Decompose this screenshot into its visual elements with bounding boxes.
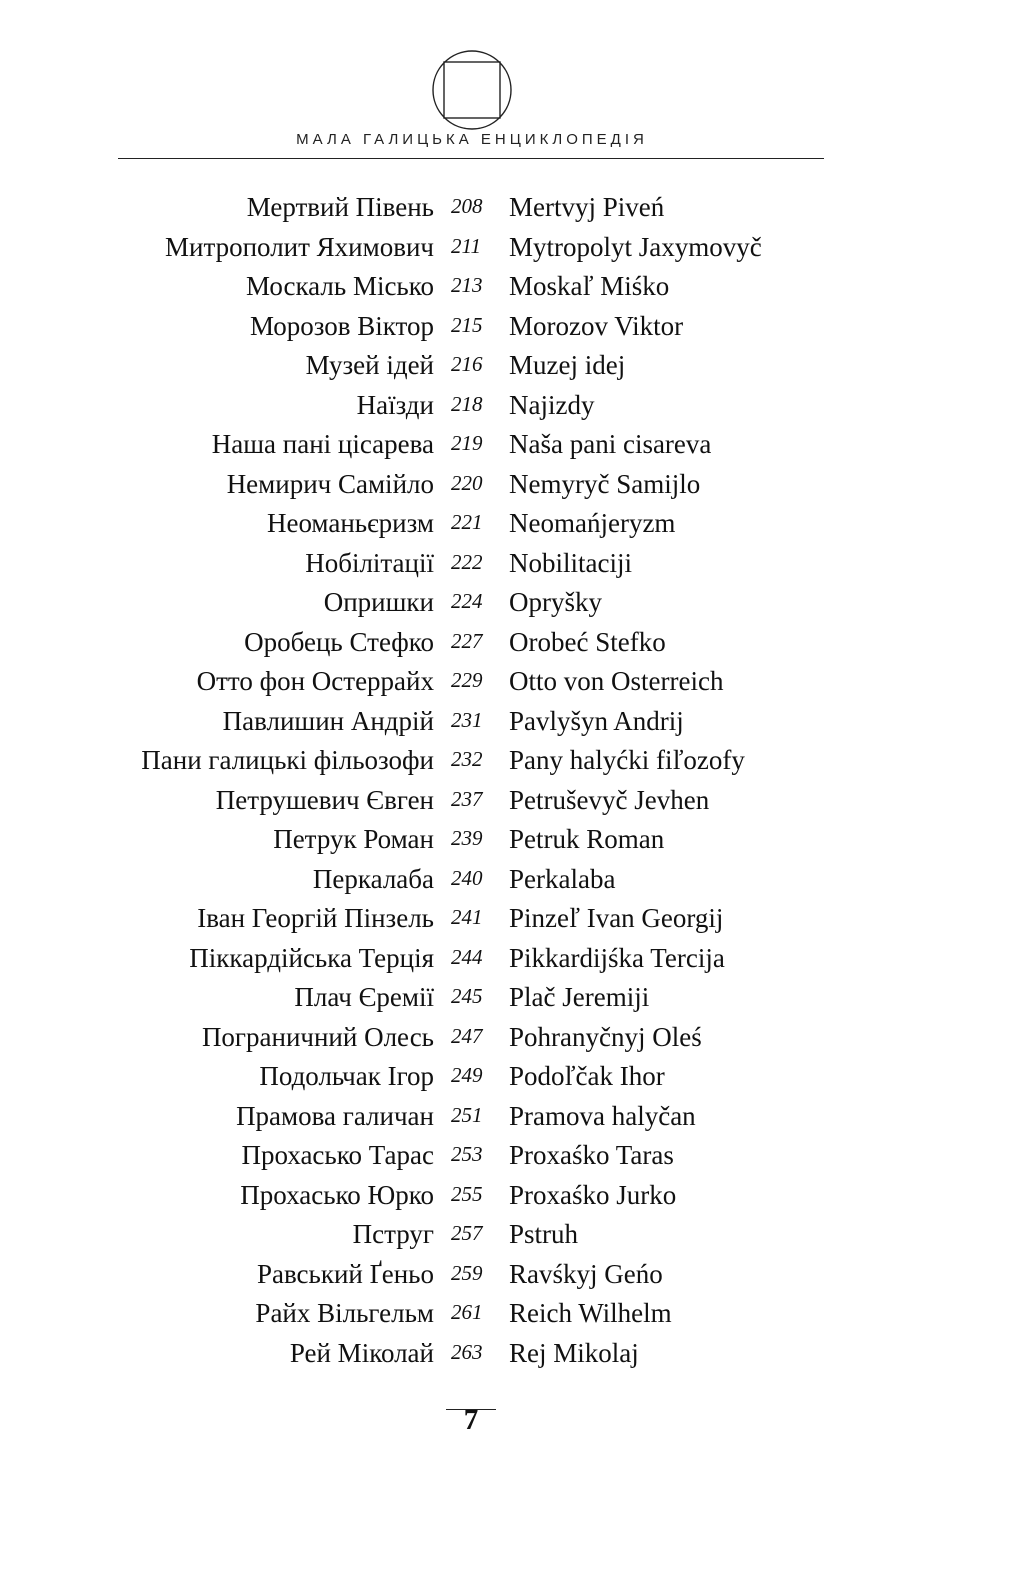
toc-entry [0, 939, 1024, 979]
circle-square-logo-icon [430, 48, 514, 132]
entry-page-number: 231 [451, 707, 483, 732]
toc-entry [0, 425, 1024, 465]
entry-title-latin: Pikkardijśka Tercija [509, 942, 725, 973]
entry-title-ukrainian: Опришки [323, 587, 434, 617]
toc-entry [0, 228, 1024, 268]
toc-entry [0, 1176, 1024, 1216]
entry-title-latin: Pinzeľ Ivan Georgij [509, 903, 724, 933]
toc-entry [0, 860, 1024, 900]
entry-title-latin: Morozov Viktor [509, 310, 684, 341]
toc-entry [0, 1136, 1024, 1176]
toc-entry [0, 1018, 1024, 1058]
entry-title-ukrainian: Прохасько Юрко [240, 1179, 434, 1210]
entry-title-latin: Reich Wilhelm [509, 1298, 672, 1328]
entry-page-number: 208 [451, 194, 483, 218]
entry-title-ukrainian: Іван Георгій Пінзель [197, 903, 434, 933]
entry-title-ukrainian: Музей ідей [305, 350, 434, 380]
entry-title-latin: Pavlyšyn Andrij [509, 705, 684, 736]
entry-page-number: 218 [451, 391, 483, 416]
entry-title-ukrainian: Павлишин Андрій [222, 705, 434, 736]
entry-title-latin: Mertvyj Piveń [509, 192, 665, 222]
entry-title-ukrainian: Пани галицькі фільозофи [141, 745, 434, 775]
entry-title-latin: Moskaľ Miśko [509, 271, 670, 301]
header-divider [118, 158, 824, 159]
toc-entry [0, 1215, 1024, 1255]
entry-title-ukrainian: Оробець Стефко [244, 626, 434, 657]
toc-entry [0, 623, 1024, 663]
running-header: МАЛА ГАЛИЦЬКА ЕНЦИКЛОПЕДІЯ [296, 131, 648, 148]
table-of-contents [0, 188, 1024, 1373]
entry-title-ukrainian: Рей Міколай [289, 1337, 434, 1368]
entry-title-latin: Pramova halyčan [509, 1100, 696, 1131]
entry-page-number: 259 [451, 1260, 483, 1285]
toc-entry [0, 504, 1024, 544]
toc-entry [0, 741, 1024, 781]
entry-title-ukrainian: Петрушевич Євген [215, 784, 434, 815]
entry-title-latin: Ravśkyj Geńo [509, 1258, 663, 1289]
entry-title-ukrainian: Равський Ґеньо [256, 1258, 434, 1289]
entry-title-latin: Petruk Roman [509, 824, 665, 854]
entry-title-latin: Perkalaba [509, 863, 616, 894]
entry-title-ukrainian: Подольчак Ігор [259, 1061, 434, 1091]
entry-title-ukrainian: Неоманьєризм [266, 508, 434, 538]
entry-title-latin: Najizdy [509, 389, 595, 420]
entry-page-number: 227 [451, 628, 483, 653]
toc-entry [0, 267, 1024, 307]
entry-title-latin: Opryšky [509, 587, 602, 617]
entry-page-number: 229 [451, 668, 483, 692]
entry-page-number: 253 [451, 1142, 483, 1166]
toc-entry [0, 1057, 1024, 1097]
entry-title-ukrainian: Пограничний Олесь [201, 1021, 434, 1052]
entry-title-ukrainian: Петрук Роман [273, 824, 434, 854]
entry-page-number: 237 [451, 786, 483, 811]
entry-title-ukrainian: Немирич Самійло [226, 468, 434, 499]
entry-page-number: 239 [451, 826, 483, 850]
entry-page-number: 215 [451, 312, 483, 337]
entry-page-number: 244 [451, 944, 483, 969]
entry-title-latin: Neomańjeryzm [509, 508, 676, 538]
entry-page-number: 261 [451, 1300, 483, 1324]
entry-title-latin: Nemyryč Samijlo [509, 468, 701, 499]
toc-entry [0, 307, 1024, 347]
entry-title-ukrainian: Піккардійська Терція [189, 942, 434, 973]
entry-page-number: 216 [451, 352, 483, 376]
entry-title-ukrainian: Москаль Місько [245, 271, 434, 301]
entry-page-number: 255 [451, 1181, 483, 1206]
entry-page-number: 240 [451, 865, 483, 890]
page-number: 7 [463, 1404, 479, 1436]
entry-page-number: 220 [451, 470, 483, 495]
entry-title-ukrainian: Прохасько Тарас [241, 1140, 434, 1170]
entry-page-number: 211 [451, 233, 481, 258]
entry-title-latin: Otto von Osterreich [509, 666, 724, 696]
entry-title-ukrainian: Митрополит Яхимович [165, 231, 434, 262]
toc-entry [0, 346, 1024, 386]
toc-entry [0, 465, 1024, 505]
entry-title-ukrainian: Пструг [352, 1219, 434, 1249]
entry-title-ukrainian: Райх Вільгельм [255, 1298, 434, 1328]
entry-page-number: 245 [451, 984, 483, 1008]
entry-page-number: 232 [451, 747, 483, 771]
entry-title-latin: Pstruh [509, 1219, 579, 1249]
entry-title-latin: Pany halyćki fiľozofy [509, 745, 745, 775]
entry-title-ukrainian: Перкалаба [312, 863, 434, 894]
entry-title-ukrainian: Плач Єремії [294, 982, 434, 1012]
toc-entry [0, 978, 1024, 1018]
toc-entry [0, 188, 1024, 228]
entry-title-ukrainian: Нобілітації [305, 547, 434, 578]
entry-page-number: 222 [451, 549, 483, 574]
entry-title-latin: Orobeć Stefko [509, 626, 666, 657]
entry-page-number: 249 [451, 1063, 483, 1087]
toc-entry [0, 386, 1024, 426]
entry-page-number: 247 [451, 1023, 483, 1048]
entry-title-latin: Proxaśko Jurko [509, 1179, 677, 1210]
entry-title-latin: Naša pani cisareva [509, 429, 712, 459]
toc-entry [0, 702, 1024, 742]
entry-title-ukrainian: Прамова галичан [236, 1100, 434, 1131]
toc-entry [0, 899, 1024, 939]
entry-page-number: 221 [451, 510, 483, 534]
toc-entry [0, 1294, 1024, 1334]
toc-entry [0, 1097, 1024, 1137]
entry-page-number: 219 [451, 431, 483, 455]
toc-entry [0, 820, 1024, 860]
entry-page-number: 224 [451, 589, 483, 613]
entry-title-latin: Rej Mikolaj [509, 1337, 639, 1368]
entry-page-number: 263 [451, 1339, 483, 1364]
toc-entry [0, 781, 1024, 821]
entry-title-latin: Plač Jeremiji [509, 982, 650, 1012]
toc-entry [0, 583, 1024, 623]
toc-entry [0, 1255, 1024, 1295]
entry-page-number: 257 [451, 1221, 483, 1245]
entry-title-latin: Muzej idej [509, 350, 626, 380]
entry-title-ukrainian: Морозов Віктор [249, 310, 434, 341]
toc-entry [0, 544, 1024, 584]
entry-title-latin: Petruševyč Jevhen [509, 784, 710, 815]
toc-entry [0, 662, 1024, 702]
entry-title-latin: Nobilitaciji [509, 547, 632, 578]
entry-title-latin: Proxaśko Taras [509, 1140, 674, 1170]
entry-title-latin: Pohranyčnyj Oleś [509, 1021, 702, 1052]
toc-entry [0, 1334, 1024, 1374]
entry-title-ukrainian: Отто фон Остеррайх [196, 666, 434, 696]
entry-title-ukrainian: Наша пані цісарева [211, 429, 434, 459]
entry-page-number: 213 [451, 273, 483, 297]
entry-title-ukrainian: Мертвий Півень [246, 192, 434, 222]
entry-page-number: 251 [451, 1102, 483, 1127]
entry-title-ukrainian: Наїзди [356, 389, 434, 420]
entry-title-latin: Mytropolyt Jaxymovyč [509, 231, 762, 262]
entry-title-latin: Podoľčak Ihor [509, 1061, 665, 1091]
entry-page-number: 241 [451, 905, 483, 929]
